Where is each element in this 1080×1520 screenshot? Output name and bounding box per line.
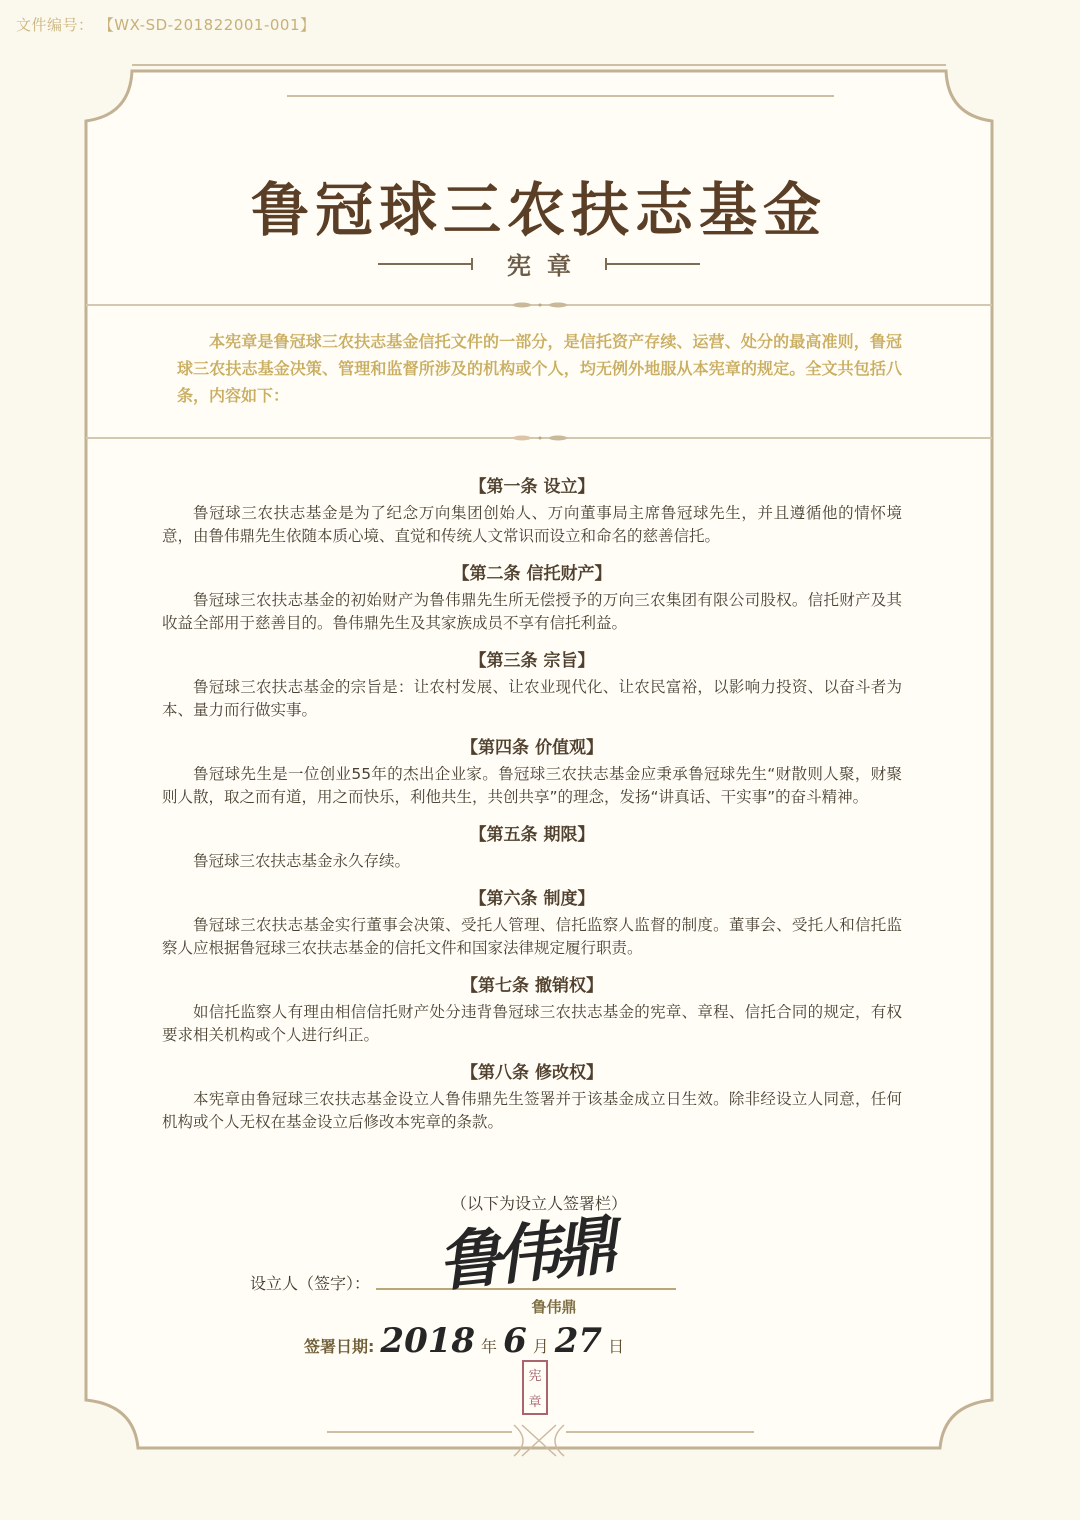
signing-date-row (304, 1321, 624, 1361)
article-1 (162, 475, 902, 548)
date-day: 27 (554, 1321, 603, 1361)
article-7 (162, 974, 902, 1047)
seal-char: 宪 (528, 1369, 542, 1385)
article-heading: 【第二条 信托财产】 (452, 564, 612, 584)
article-body: 鲁冠球三农扶志基金永久存续。 (193, 852, 411, 870)
doc-number-value: 【WX-SD-201822001-001】 (98, 16, 316, 34)
certificate-frame (82, 63, 996, 1458)
year-unit: 年 (481, 1337, 498, 1356)
article-5 (162, 823, 902, 873)
day-unit: 日 (608, 1337, 625, 1356)
articles-list (162, 475, 902, 1148)
date-label: 签署日期: (304, 1337, 375, 1356)
article-heading: 【第一条 设立】 (469, 477, 595, 497)
doc-number-label: 文件编号： (16, 16, 94, 34)
signature-section-note: （以下为设立人签署栏） (450, 1194, 627, 1213)
article-body: 本宪章由鲁冠球三农扶志基金设立人鲁伟鼎先生签署并于该基金成立日生效。除非经设立人同意，任何机构或个人无权在基金设立后修改本宪章的条款。 (162, 1090, 902, 1131)
date-year: 2018 (380, 1321, 476, 1361)
article-heading: 【第四条 价值观】 (461, 738, 603, 758)
article-body: 鲁冠球三农扶志基金实行董事会决策、受托人管理、信托监察人监督的制度。董事会、受托人和信托监察人应根据鲁冠球三农扶志基金的信托文件和国家法律规定履行职责。 (162, 916, 902, 957)
article-body: 如信托监察人有理由相信信托财产处分违背鲁冠球三农扶志基金的宪章、章程、信托合同的规定，有权要求相关机构或个人进行纠正。 (162, 1003, 902, 1044)
article-heading: 【第七条 撤销权】 (461, 976, 603, 996)
document-title: 鲁冠球三农扶志基金 (250, 176, 827, 244)
document-subtitle: 宪章 (507, 252, 587, 280)
month-unit: 月 (532, 1337, 549, 1356)
preamble: 本宪章是鲁冠球三农扶志基金信托文件的一部分，是信托资产存续、运营、处分的最高准则，鲁冠球三农扶志基金决策、管理和监督所涉及的机构或个人，均无例外地服从本宪章的规定。全文共包括八条，内容如下： (177, 332, 902, 405)
doc-number (16, 14, 316, 35)
article-3 (162, 649, 902, 722)
article-heading: 【第五条 期限】 (469, 825, 595, 845)
article-body: 鲁冠球先生是一位创业55年的杰出企业家。鲁冠球三农扶志基金应秉承鲁冠球先生“财散则人聚，财聚则人散，取之而有道，用之而快乐，利他共生，共创共享”的理念，发扬“讲真话、干实事”的奋斗精神。 (162, 765, 902, 806)
article-heading: 【第六条 制度】 (469, 889, 595, 909)
article-8 (162, 1061, 902, 1134)
article-body: 鲁冠球三农扶志基金是为了纪念万向集团创始人、万向董事局主席鲁冠球先生，并且遵循他的情怀境意，由鲁伟鼎先生依随本质心境、直觉和传统人文常识而设立和命名的慈善信托。 (162, 504, 902, 545)
article-body: 鲁冠球三农扶志基金的宗旨是：让农村发展、让农业现代化、让农民富裕，以影响力投资、以奋斗者为本、量力而行做实事。 (162, 678, 902, 719)
article-heading: 【第八条 修改权】 (461, 1063, 603, 1083)
signer-label: 设立人（签字）： (250, 1274, 371, 1293)
divider-line-right (605, 263, 700, 265)
article-6 (162, 887, 902, 960)
handwritten-signature: 鲁伟鼎 (434, 1208, 616, 1301)
divider-line-left (378, 263, 473, 265)
article-body: 鲁冠球三农扶志基金的初始财产为鲁伟鼎先生所无偿授予的万向三农集团有限公司股权。信托财产及其收益全部用于慈善目的。鲁伟鼎先生及其家族成员不享有信托利益。 (162, 591, 902, 632)
article-4 (162, 736, 902, 809)
seal-char: 章 (528, 1394, 542, 1410)
subtitle-row (82, 246, 996, 281)
article-2 (162, 562, 902, 635)
signer-printed-name: 鲁伟鼎 (531, 1298, 577, 1316)
date-month: 6 (503, 1321, 527, 1361)
seal-stamp-icon (522, 1360, 548, 1415)
article-heading: 【第三条 宗旨】 (469, 651, 595, 671)
